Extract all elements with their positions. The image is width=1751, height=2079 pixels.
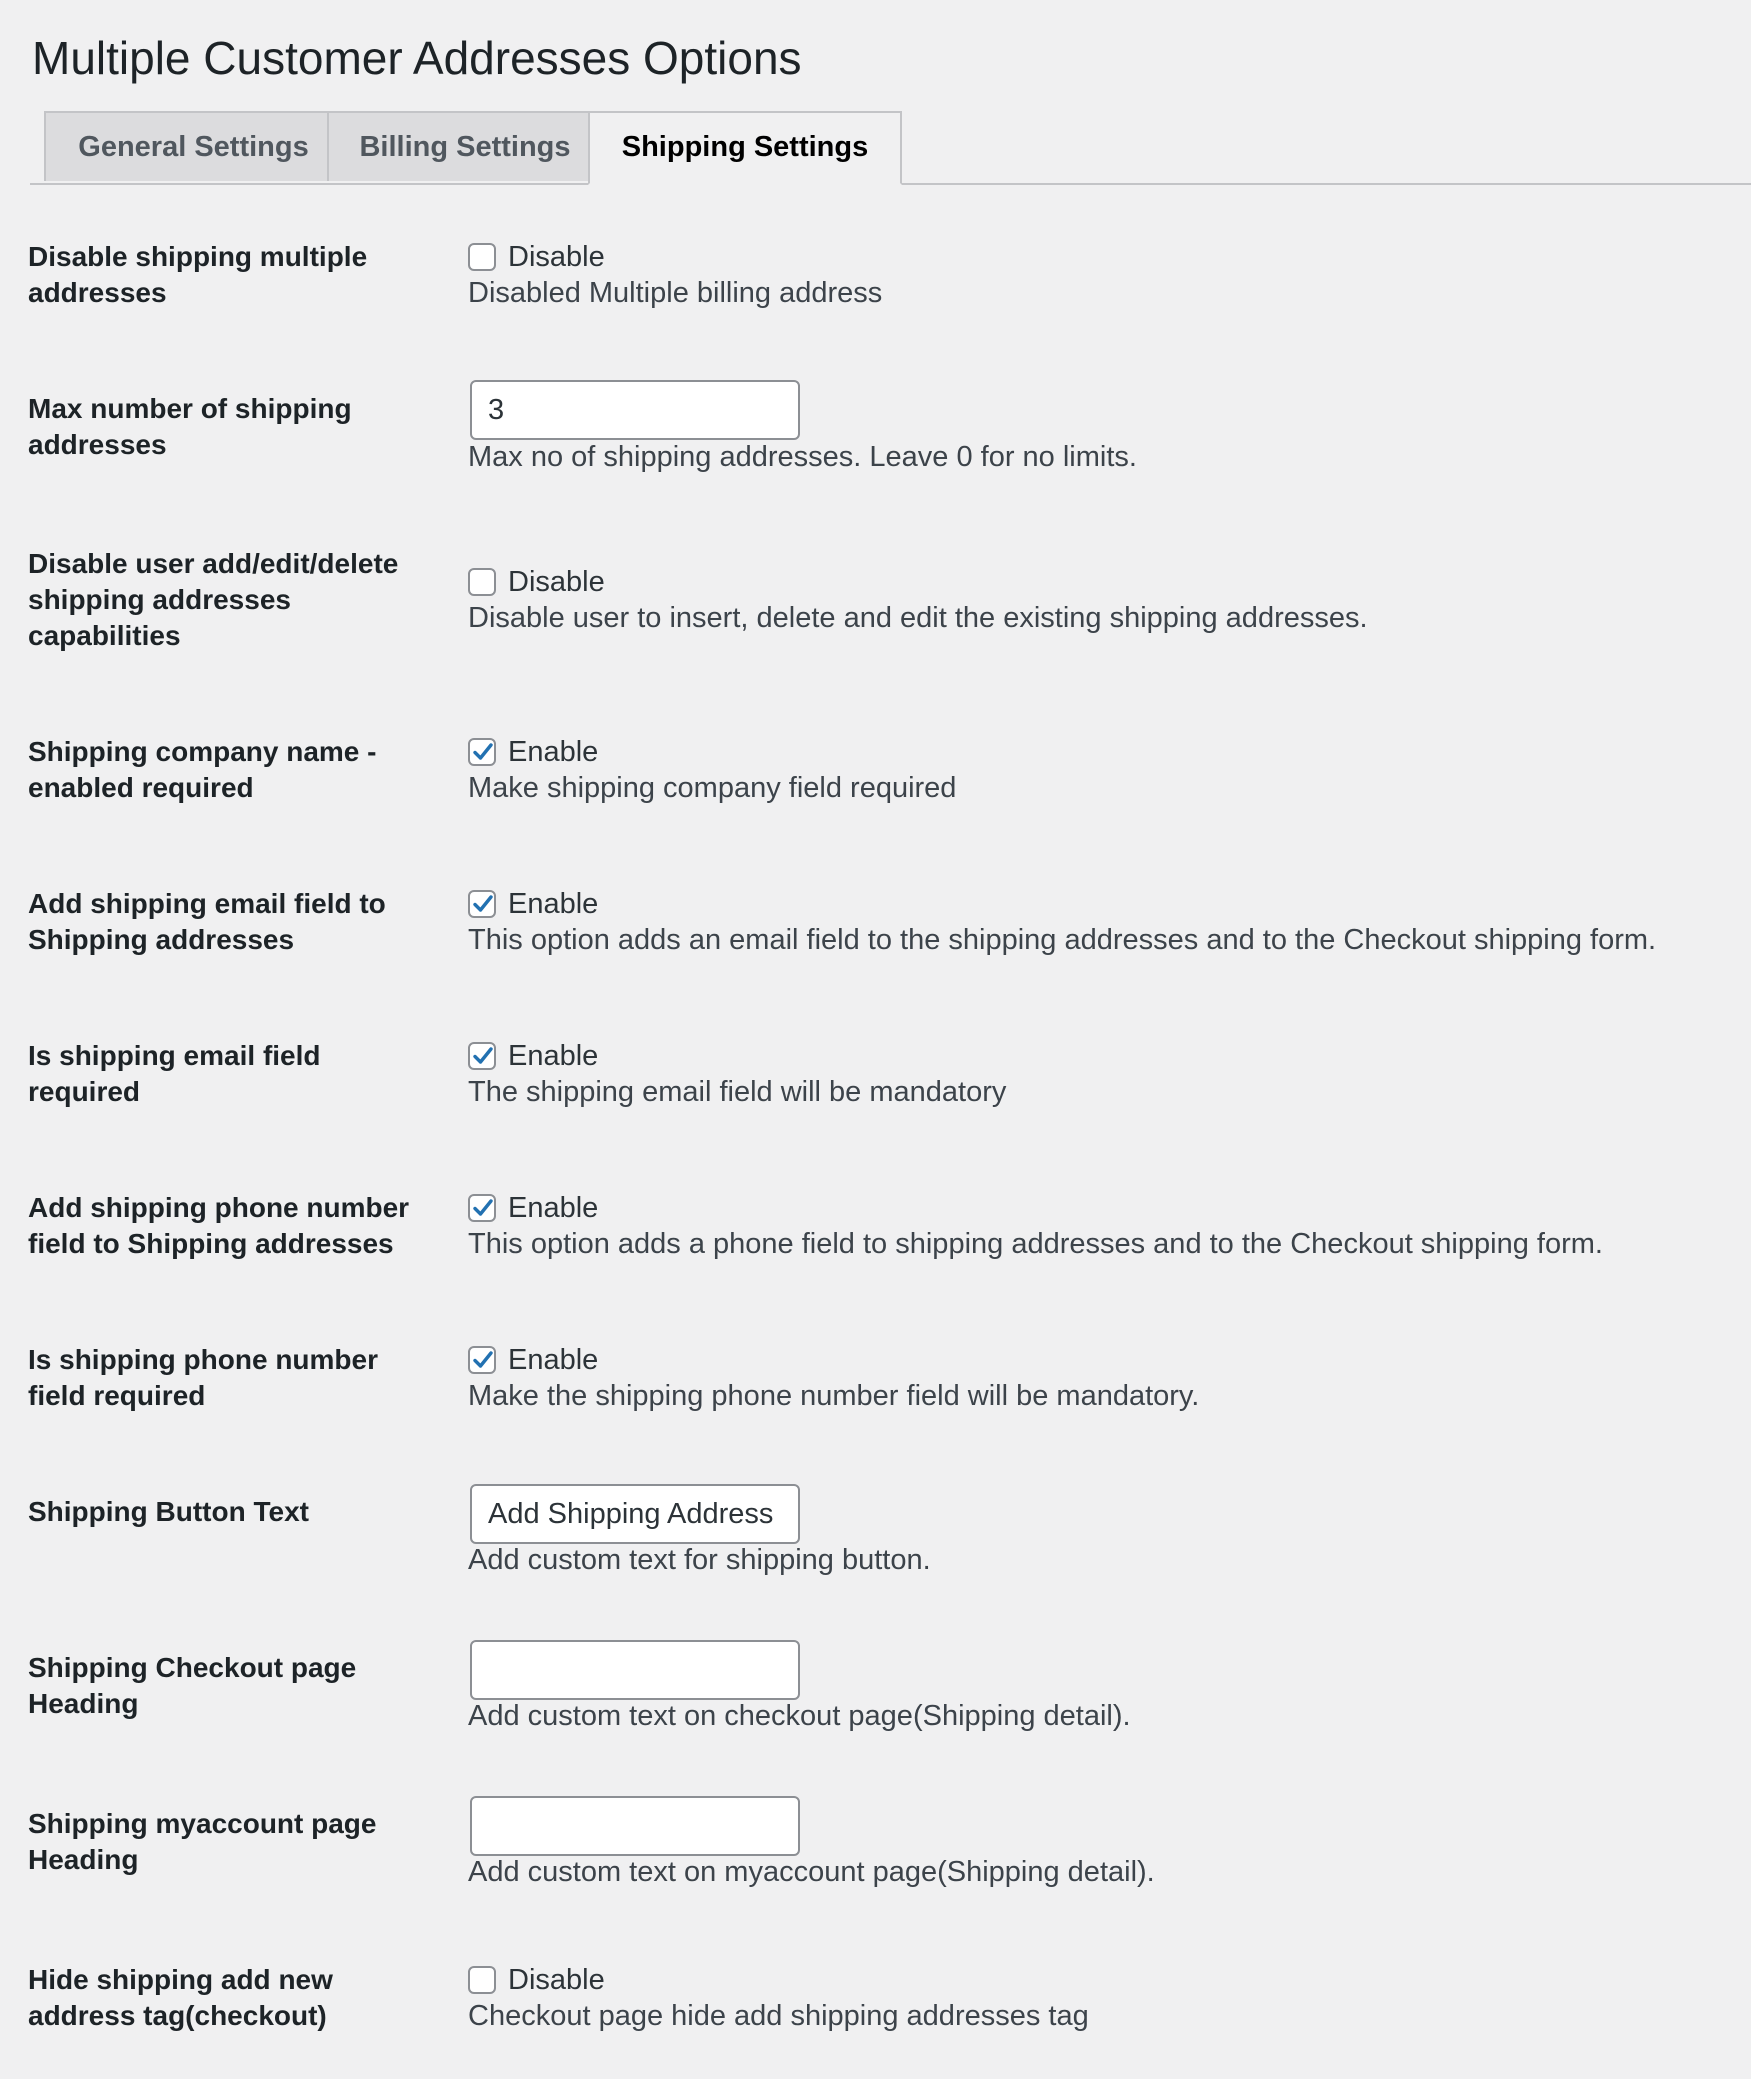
shipping-email-required-checkbox[interactable] [468,1042,496,1070]
setting-description: This option adds a phone field to shipping addresses and to the Checkout shipping form. [468,1228,1603,1260]
check-icon [471,1044,495,1068]
hide-add-new-address-tag-checkbox[interactable] [468,1966,496,1994]
disable-shipping-multiple-checkbox[interactable] [468,243,496,271]
setting-label: Disable shipping multiple addresses [28,241,368,308]
check-icon [471,892,495,916]
setting-description: Add custom text on checkout page(Shipping detail). [468,1700,1131,1732]
tab-shipping-settings[interactable]: Shipping Settings [588,111,902,185]
shipping-checkout-heading-input[interactable] [470,1640,800,1700]
setting-description: Max no of shipping addresses. Leave 0 for no limits. [468,441,1137,473]
setting-description: Disabled Multiple billing address [468,277,883,309]
checkbox-label: Enable [508,888,599,920]
setting-label: Disable user add/edit/delete shipping addresses capabilities [28,548,399,651]
shipping-phone-required-checkbox[interactable] [468,1346,496,1374]
setting-description: Checkout page hide add shipping addresses tag [468,2000,1089,2032]
setting-field [468,1342,1738,1414]
shipping-company-required-checkbox[interactable] [468,738,496,766]
setting-field [468,1962,1738,2034]
setting-description: Add custom text on myaccount page(Shipping detail). [468,1856,1155,1888]
setting-label: Add shipping email field to Shipping addresses [28,888,386,955]
setting-label: Shipping Button Text [28,1496,309,1527]
setting-label: Add shipping phone number field to Shipping addresses [28,1192,410,1259]
setting-description: Disable user to insert, delete and edit the existing shipping addresses. [468,602,1368,634]
checkbox-label: Enable [508,736,599,768]
disable-user-capabilities-checkbox[interactable] [468,568,496,596]
checkbox-label: Enable [508,1192,599,1224]
setting-label: Shipping company name - enabled required [28,736,377,803]
setting-description: Make the shipping phone number field will be mandatory. [468,1380,1200,1412]
setting-label: Shipping Checkout page Heading [28,1652,357,1719]
check-icon [471,740,495,764]
add-shipping-email-checkbox[interactable] [468,890,496,918]
check-icon [471,1196,495,1220]
tab-billing-settings[interactable]: Billing Settings [327,111,603,181]
tab-general-settings[interactable]: General Settings [44,111,343,181]
max-shipping-addresses-input[interactable]: 3 [470,380,800,440]
setting-field [468,564,1738,636]
checkbox-label: Disable [508,566,605,598]
setting-description: Add custom text for shipping button. [468,1544,931,1576]
setting-field [468,1484,1738,1578]
setting-field [468,1640,1738,1734]
checkbox-label: Disable [508,1964,605,1996]
setting-label: Is shipping email field required [28,1040,321,1107]
setting-field [468,1190,1738,1262]
checkbox-label: Enable [508,1040,599,1072]
page-title: Multiple Customer Addresses Options [32,32,802,84]
setting-label: Hide shipping add new address tag(checkout) [28,1964,333,2031]
setting-label: Shipping myaccount page Heading [28,1808,377,1875]
setting-description: This option adds an email field to the shipping addresses and to the Checkout shipping form. [468,924,1657,956]
add-shipping-phone-checkbox[interactable] [468,1194,496,1222]
checkbox-label: Enable [508,1344,599,1376]
setting-field [468,1038,1738,1110]
setting-field [468,380,1738,475]
shipping-myaccount-heading-input[interactable] [470,1796,800,1856]
setting-field [468,239,1738,311]
tab-bar [30,111,1751,185]
setting-field [468,886,1738,958]
setting-field [468,1796,1738,1890]
setting-description: The shipping email field will be mandatory [468,1076,1007,1108]
setting-label: Max number of shipping addresses [28,393,352,460]
shipping-button-text-input[interactable]: Add Shipping Address [470,1484,800,1544]
setting-field [468,734,1738,806]
setting-description: Make shipping company field required [468,772,957,804]
check-icon [471,1348,495,1372]
setting-label: Is shipping phone number field required [28,1344,378,1411]
checkbox-label: Disable [508,241,605,273]
